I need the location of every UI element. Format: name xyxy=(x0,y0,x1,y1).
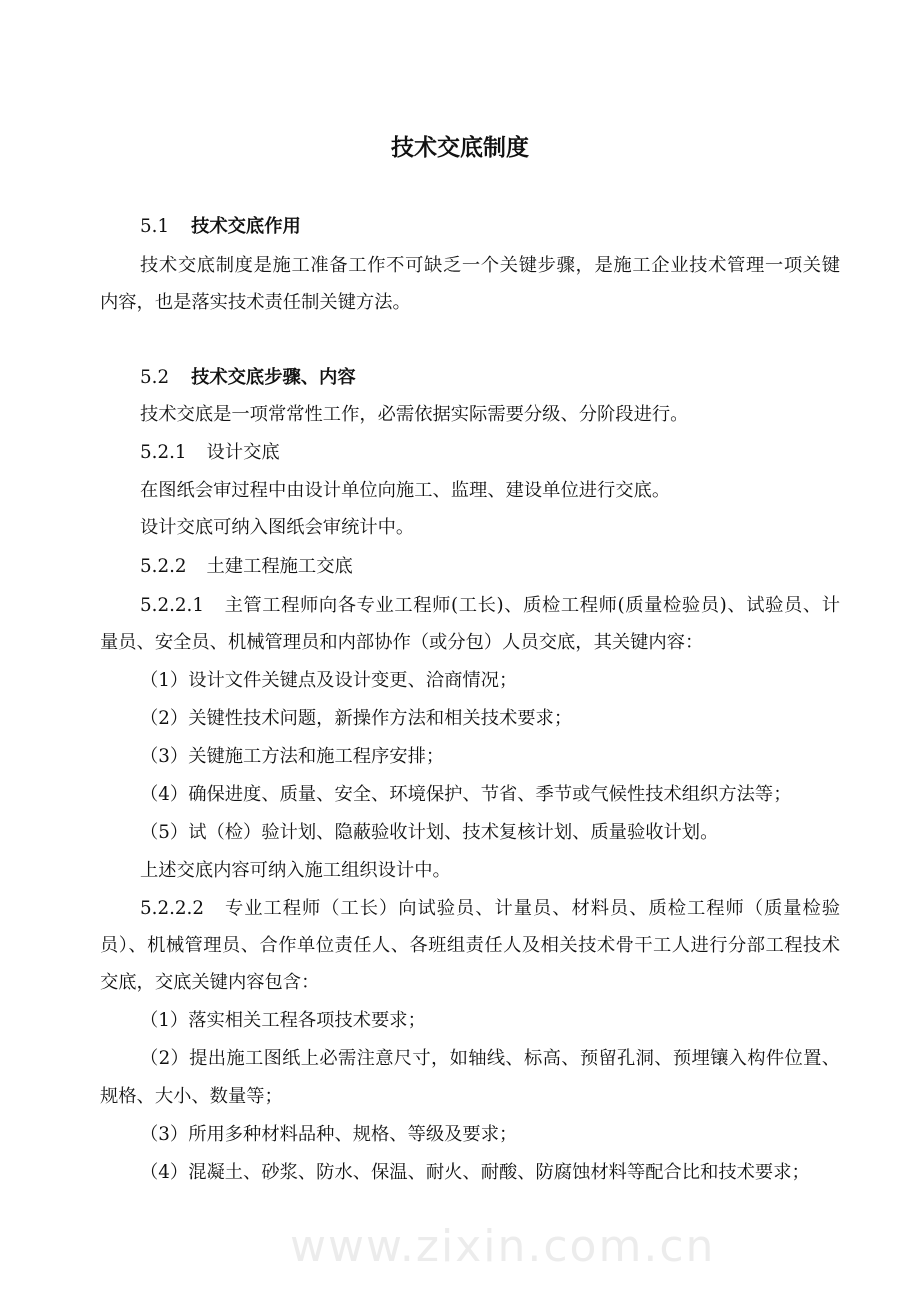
paragraph-line: 技术交底制度是施工准备工作不可缺乏一个关键步骤，是施工企业技术管理一项关键 xyxy=(140,255,840,276)
paragraph: 设计交底可纳入图纸会审统计中。 xyxy=(140,517,415,538)
section-number: 5.2.2.2 xyxy=(140,898,204,919)
section-5-2-1-heading xyxy=(140,434,880,471)
section-5-2-heading xyxy=(140,359,880,396)
list-item: （1）落实相关工程各项技术要求； xyxy=(140,1010,426,1031)
list-item: （4）混凝土、砂浆、防水、保温、耐火、耐酸、防腐蚀材料等配合比和技术要求； xyxy=(140,1162,810,1183)
section-heading: 设计交底 xyxy=(206,442,280,463)
list-item: （3）所用多种材料品种、规格、等级及要求； xyxy=(140,1124,518,1145)
paragraph-line: 量员、安全员、机械管理员和内部协作（或分包）人员交底，其关键内容： xyxy=(100,632,704,653)
section-number: 5.1 xyxy=(140,216,170,237)
section-5-1-heading xyxy=(140,208,880,245)
paragraph: 上述交底内容可纳入施工组织设计中。 xyxy=(140,860,451,881)
list-item: （1）设计文件关键点及设计变更、洽商情况； xyxy=(140,670,518,691)
section-heading: 技术交底步骤、内容 xyxy=(191,367,356,388)
paragraph-line: 员）、机械管理员、合作单位责任人、各班组责任人及相关技术骨干工人进行分部工程技术 xyxy=(100,935,840,956)
paragraph-line xyxy=(140,587,840,624)
list-item: （5）试（检）验计划、隐蔽验收计划、技术复核计划、质量验收计划。 xyxy=(140,822,719,843)
list-item: （3）关键施工方法和施工程序安排； xyxy=(140,746,445,767)
watermark: www.zixin.com.cn xyxy=(290,1221,716,1272)
paragraph-line: 内容，也是落实技术责任制关键方法。 xyxy=(100,292,411,313)
list-item: （2）关键性技术问题，新操作方法和相关技术要求； xyxy=(140,708,573,729)
section-heading: 技术交底作用 xyxy=(191,216,301,237)
section-5-2-2-heading xyxy=(140,548,880,585)
paragraph-line xyxy=(140,890,840,927)
list-item: （4）确保进度、质量、安全、环境保护、节省、季节或气候性技术组织方法等； xyxy=(140,784,792,805)
section-number: 5.2.2 xyxy=(140,556,187,577)
paragraph-text: 主管工程师向各专业工程师(工长)、质检工程师(质量检验员)、试验员、计 xyxy=(223,595,840,616)
section-heading: 土建工程施工交底 xyxy=(206,556,353,577)
paragraph: 在图纸会审过程中由设计单位向施工、监理、建设单位进行交底。 xyxy=(140,480,671,501)
section-number: 5.2.1 xyxy=(140,442,187,463)
list-item-continuation: 规格、大小、数量等； xyxy=(100,1086,283,1107)
paragraph: 技术交底是一项常常性工作，必需依据实际需要分级、分阶段进行。 xyxy=(140,404,689,425)
section-number: 5.2 xyxy=(140,367,170,388)
page-title: 技术交底制度 xyxy=(391,135,529,161)
list-item: （2）提出施工图纸上必需注意尺寸，如轴线、标高、预留孔洞、预埋镶入构件位置、 xyxy=(140,1048,840,1069)
paragraph-text: 专业工程师（工长）向试验员、计量员、材料员、质检工程师（质量检验 xyxy=(223,898,840,919)
paragraph-line: 交底，交底关键内容包含： xyxy=(100,972,320,993)
section-number: 5.2.2.1 xyxy=(140,595,204,616)
